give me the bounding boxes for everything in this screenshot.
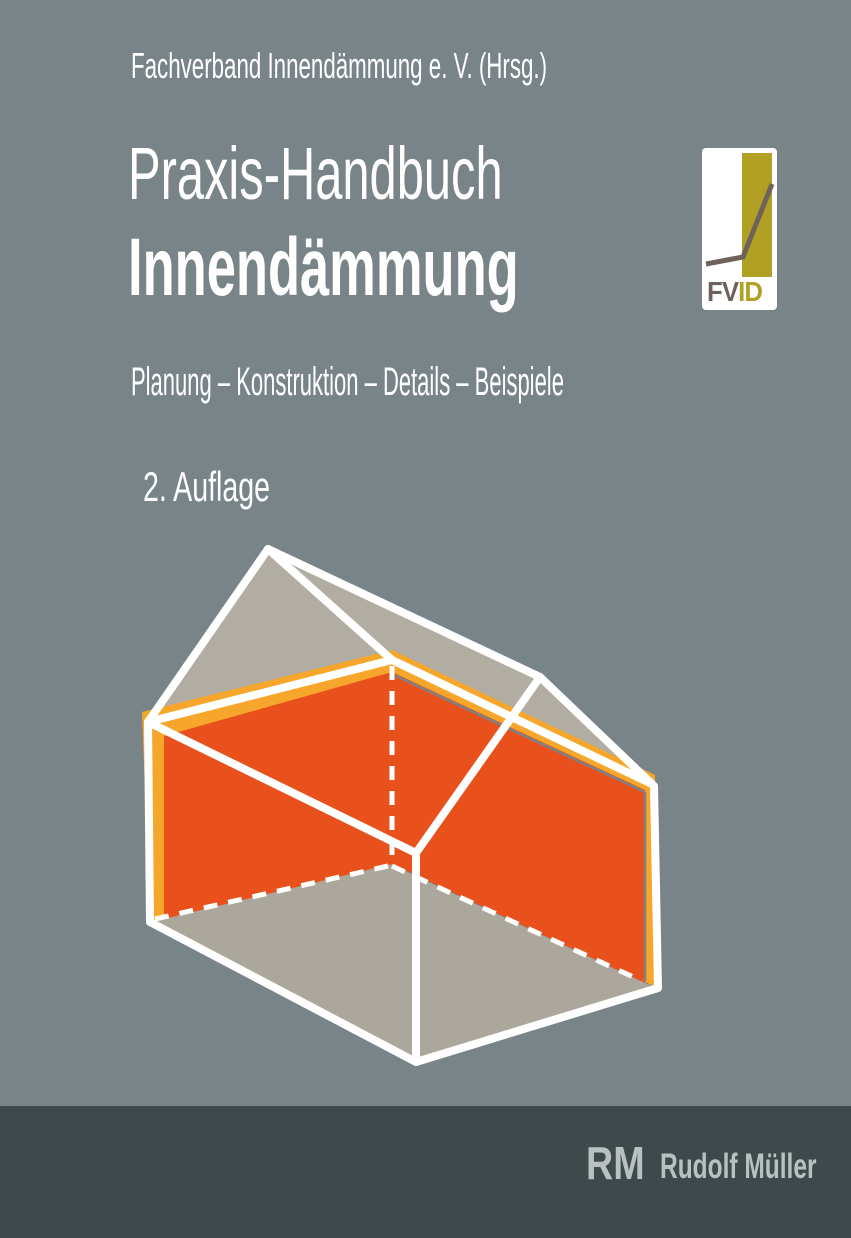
edge-right-corner-post — [654, 786, 658, 988]
edge-left-corner-post — [148, 722, 150, 922]
publisher-line: Fachverband Innendämmung e. V. (Hrsg.) — [131, 45, 548, 86]
edition-label: 2. Auflage — [143, 463, 271, 510]
rm-logo-name: Rudolf Müller — [660, 1147, 817, 1186]
title-line-1: Praxis-Handbuch — [128, 132, 503, 215]
fvid-logo-text-id: ID — [738, 276, 762, 307]
rm-logo-initials: RM — [586, 1137, 645, 1189]
title-line-2: Innendämmung — [128, 222, 519, 313]
fvid-logo-text-fv: FV — [707, 276, 739, 307]
subtitle: Planung – Konstruktion – Details – Beispiele — [131, 360, 564, 404]
